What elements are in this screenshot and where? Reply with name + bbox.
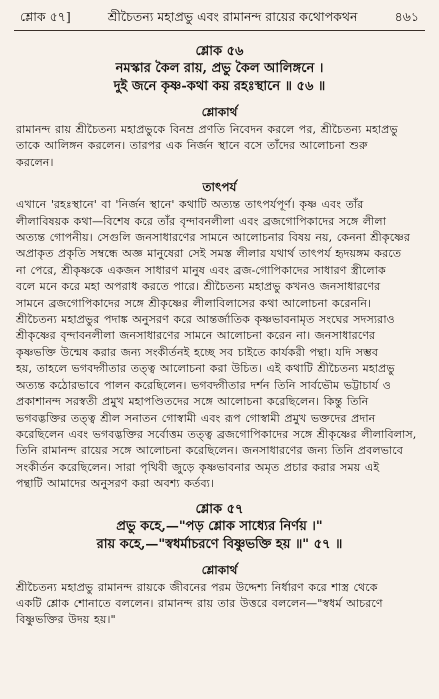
text-line: ভগবদ্ভক্তির তত্ত্ব শ্রীল সনাতন গোস্বামী এবং রূপ গোস্বামী প্রমুখ ভক্তদের প্রদান xyxy=(16,411,376,425)
verse-number: শ্লোক ৫৭ xyxy=(195,501,244,517)
text-line: অত্যন্ত কঠোরভাবে পালন করেছিলেন। ভগবদ্গীতার দর্শন তিনি সার্বভৌম ভট্টাচার্য ও xyxy=(16,378,391,392)
header-verse-ref: শ্লোক ৫৭] xyxy=(20,9,71,24)
text-line: এখানে 'রহঃস্থানে' বা 'নির্জন স্থানে' কথাটি অত্যন্ত তাৎপর্যপূর্ণ। কৃষ্ণ এবং তাঁর xyxy=(16,198,364,212)
verse-number: শ্লোক ৫৬ xyxy=(195,44,244,59)
text-line: সংকীর্তন করেছিলেন। সারা পৃথিবী জুড়ে কৃষ্ণভাবনার অমৃত প্রচার করার সময় এই xyxy=(16,460,380,474)
text-line: না পেরে, শ্রীকৃষ্ণকে একজন সাধারণ মানুষ এবং ব্রজ-গোপিকাদের সাধারণ স্ত্রীলোক xyxy=(16,263,386,277)
text-line: বলে মনে করে মহা অপরাধ করতে পারে। শ্রীচৈতন্য মহাপ্রভু কখনও জনসাধারণের xyxy=(16,280,381,294)
text-line: শ্রীচৈতন্য মহাপ্রভু রামানন্দ রায়কে জীবনের পরম উদ্দেশ্য নির্ধারণ করে শাস্ত্র থেকে xyxy=(16,580,378,594)
translation-paragraph xyxy=(14,122,425,171)
purport-heading: তাৎপর্য xyxy=(202,180,237,195)
running-header xyxy=(14,8,425,31)
verse-line: প্রভু কহে,—"পড় শ্লোক সাধ্যের নির্ণয় ।" xyxy=(116,518,323,534)
text-line: শ্রীচৈতন্য মহাপ্রভুর পদাঙ্ক অনুসরণ করে আন্তর্জাতিক কৃষ্ণভাবনামৃত সংঘের সদস্যরাও xyxy=(16,313,395,327)
text-line: পন্থাটি আমাদের অনুসরণ করা অবশ্য কর্তব্য। xyxy=(16,477,214,491)
text-line: লীলাবিষয়ক কথা—বিশেষ করে তাঁর বৃন্দাবনলীলা এবং ব্রজগোপিকাদের সঙ্গে লীলা xyxy=(16,214,386,228)
purport-paragraph xyxy=(14,197,425,492)
verse-line: রায় কহে,—"স্বধর্মাচরণে বিষ্ণুভক্তি হয় ॥" ৫৭ ॥ xyxy=(96,536,343,552)
verse-line: দুই জনে কৃষ্ণ-কথা কয় রহঃস্থানে ॥ ৫৬ ॥ xyxy=(113,79,326,94)
text-line: বিষ্ণুভক্তির উদয় হয়।" xyxy=(16,613,116,627)
header-chapter-title: শ্রীচৈতন্য মহাপ্রভু এবং রামানন্দ রায়ের কথোপকথন xyxy=(107,9,358,24)
text-line: রামানন্দ রায় শ্রীচৈতন্য মহাপ্রভুকে বিনম্র প্রণতি নিবেদন করলে পর, শ্রীচৈতন্য মহাপ্রভু xyxy=(16,123,398,136)
text-line: অত্যন্ত গোপনীয়। সেগুলি জনসাধারণের সামনে আলোচনার বিষয় নয়, কেননা শ্রীকৃষ্ণের xyxy=(16,231,411,245)
text-line: করলেন। xyxy=(16,155,54,169)
page-number: ৪৬১ xyxy=(394,9,419,24)
translation-heading: শ্লোকার্থ xyxy=(201,562,238,577)
text-line: তিনি রামানন্দ রায়ের সঙ্গে আলোচনা করেছিলেন। জনসাধারণের জন্য তিনি প্রবলভাবে xyxy=(16,444,404,458)
text-line: করেছিলেন এবং ভগবদ্ভক্তির সর্বোত্তম তত্ত্ব ব্রজগোপিকাদের সঙ্গে শ্রীকৃষ্ণের লীলাবিলাস, xyxy=(16,427,417,441)
verse-line: নমস্কার কৈল রায়, প্রভু কৈল আলিঙ্গনে । xyxy=(115,61,324,76)
verse-56 xyxy=(14,43,425,96)
text-line: সামনে ব্রজগোপিকাদের সঙ্গে শ্রীকৃষ্ণের লীলাবিলাসের কথা আলোচনা করেননি। xyxy=(16,296,372,310)
text-line: শ্রীকৃষ্ণের বৃন্দাবনলীলা জনসাধারণের সামনে আলোচনা করেন না। জনসাধারণের xyxy=(16,329,376,343)
text-line: তাকে আলিঙ্গন করলেন। তারপর এক নির্জন স্থানে বসে তাঁদের আলোচনা শুরু xyxy=(16,139,368,153)
translation-paragraph xyxy=(14,580,425,629)
text-line: কৃষ্ণভক্তি উন্মেষ করার জন্য সংকীর্তনই হচ্ছে সব চাইতে কার্যকরী পন্থা। যদি সম্ভব xyxy=(16,345,379,359)
text-line: একটি শ্লোক শোনাতে বললেন। রামানন্দ রায় তার উত্তরে বললেন—"স্বধর্ম আচরণে xyxy=(16,596,383,610)
translation-heading: শ্লোকার্থ xyxy=(201,105,238,119)
text-line: অপ্রাকৃত প্রকৃতি সম্বন্ধে অজ্ঞ মানুষেরা সেই সমস্ত লীলার যথার্থ তাৎপর্য হৃদয়ঙ্গম করতে xyxy=(16,247,402,261)
text-line: হয়, তাহলে ভগবদ্গীতার তত্ত্ব আলোচনা করা উচিত। এই কথাটি শ্রীচৈতন্য মহাপ্রভু xyxy=(16,362,395,376)
text-line: প্রকাশানন্দ সরস্বতী প্রমুখ মহাপণ্ডিতদের সঙ্গে আলোচনা করেছিলেন। কিন্তু তিনি xyxy=(16,395,369,409)
verse-57 xyxy=(14,501,425,554)
